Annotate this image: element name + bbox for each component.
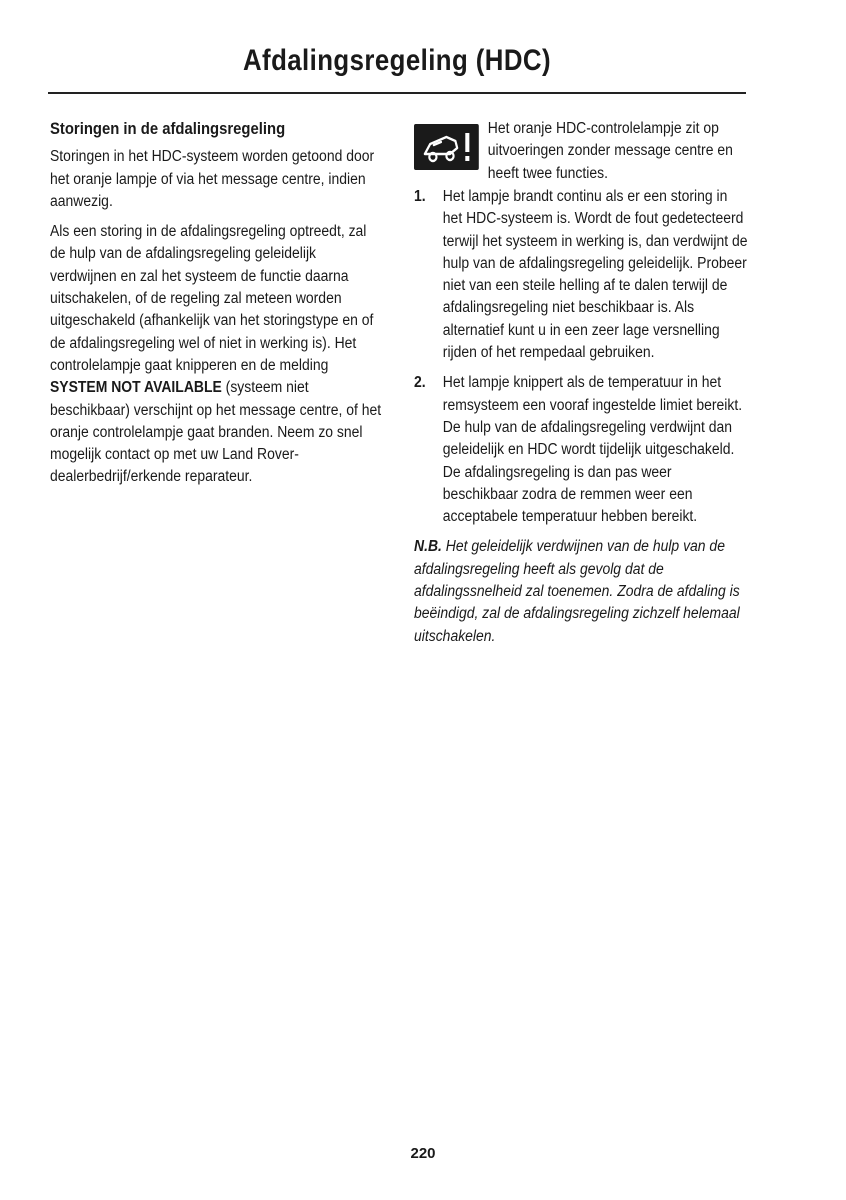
right-column [414, 118, 748, 656]
page-number: 220 [410, 1145, 436, 1162]
paragraph-2 [50, 221, 384, 489]
left-column [50, 118, 384, 497]
paragraph-2-text-a: Als een storing in de afdalingsregeling optreedt, zal de hulp van de afdalingsregeling geleidelijk verdwijnen en zal het systeem de functie daarna uitschakelen, of de regeling zal meteen worden uitgeschakeld (afhankelijk van het storingstype en of de afdalingsregeling wel of niet in werking is). Het controlelampje gaat knipperen en de melding [50, 223, 374, 374]
note-label: N.B. [414, 538, 442, 556]
warning-block [414, 118, 748, 186]
list-item [414, 372, 748, 528]
list-item-text: Het lampje brandt continu als er een storing in het HDC-systeem is. Wordt de fout gedetecteerd terwijl het systeem in werking is, dan verdwijnt de hulp van de afdalingsregeling geleidelijk. Probeer niet van een steile helling af te dalen terwijl de afdalingsregeling niet beschikbaar is. Als alternatief kunt u in een zeer lage versnelling rijden of het rempedaal gebruiken. [442, 188, 748, 362]
paragraph-2-text-b: (systeem niet beschikbaar) verschijnt op het message centre, of het oranje controlelampje gaat branden. Neem zo snel mogelijk contact op met uw Land Rover-dealerbedrijf/erkende reparateur. [50, 379, 382, 486]
list-item-text: Het lampje knippert als de temperatuur in het remsysteem een vooraf ingestelde limiet bereikt. De hulp van de afdalingsregeling verdwijnt dan geleidelijk en HDC wordt tijdelijk uitgeschakeld. De afdalingsregeling is dan pas weer beschikbaar zodra de remmen weer een acceptabele temperatuur hebben bereikt. [442, 374, 743, 526]
functions-list [414, 186, 748, 528]
list-item [414, 186, 748, 364]
system-not-available-message: SYSTEM NOT AVAILABLE [50, 379, 222, 397]
page-title: Afdalingsregeling (HDC) [242, 44, 552, 77]
title-divider [48, 92, 746, 94]
list-item-number: 2. [414, 374, 426, 392]
note-text: Het geleidelijk verdwijnen van de hulp van de afdalingsregeling heeft als gevolg dat de afdalingssnelheid zal toenemen. Zodra de afdaling is beëindigd, zal de afdalingsregeling zichzelf helemaal uitschakelen. [414, 538, 740, 645]
paragraph-1: Storingen in het HDC-systeem worden getoond door het oranje lampje of via het message centre, indien aanwezig. [50, 148, 375, 210]
section-heading: Storingen in de afdalingsregeling [50, 120, 286, 138]
hdc-warning-icon [414, 124, 479, 170]
note [414, 536, 748, 647]
list-item-number: 1. [414, 188, 426, 205]
warning-intro: Het oranje HDC-controlelampje zit op uitvoeringen zonder message centre en heeft twee functies. [487, 120, 733, 182]
